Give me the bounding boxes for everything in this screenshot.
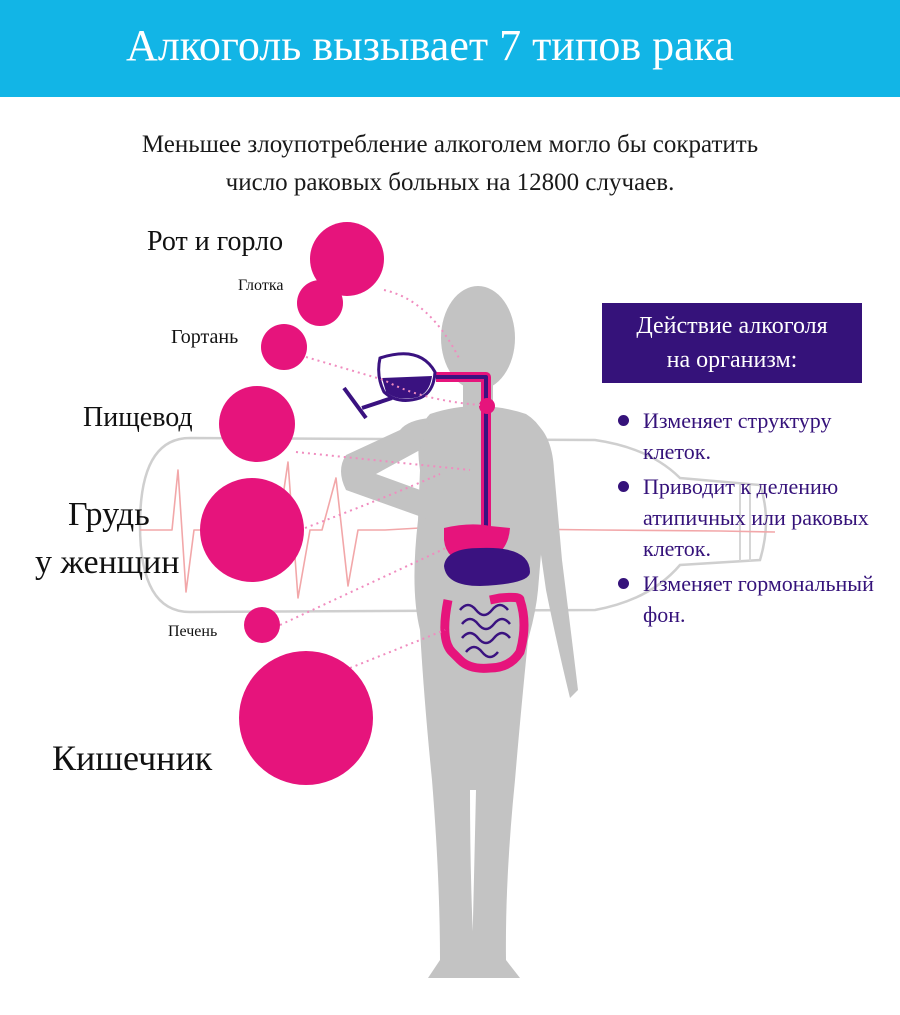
label-breast-line2: у женщин xyxy=(35,544,180,581)
wine-glass-foot xyxy=(344,388,366,418)
effect-item xyxy=(616,405,900,467)
circle-larynx xyxy=(261,324,307,370)
effect-item xyxy=(616,471,900,564)
label-liver: Печень xyxy=(168,623,218,640)
effect-2-line2: атипичных или раковых xyxy=(643,505,869,530)
effect-3-line2: фон. xyxy=(643,602,686,627)
effects-box-title-line2: на организм: xyxy=(666,347,798,373)
circle-liver xyxy=(244,607,280,643)
label-mouth: Рот и горло xyxy=(147,226,284,257)
larynx-marker xyxy=(479,398,495,414)
bullet-icon xyxy=(618,415,629,426)
effect-2-line3: клеток. xyxy=(643,536,711,561)
bullet-icon xyxy=(618,578,629,589)
page-title: Алкоголь вызывает 7 типов рака xyxy=(126,21,734,70)
subtitle-line-2: число раковых больных на 12800 случаев. xyxy=(225,169,675,196)
circle-pharynx xyxy=(297,280,343,326)
effects-list xyxy=(616,405,900,634)
bullet-icon xyxy=(618,481,629,492)
label-pharynx: Глотка xyxy=(238,277,284,294)
circle-bowel xyxy=(239,651,373,785)
label-breast-line1: Грудь xyxy=(68,496,150,533)
effects-box xyxy=(602,303,862,383)
effect-3-line1: Изменяет гормональный xyxy=(643,571,874,596)
body-silhouette xyxy=(341,286,578,978)
effect-1-line2: клеток. xyxy=(643,439,711,464)
effect-item xyxy=(616,568,900,630)
effects-box-title-line1: Действие алкоголя xyxy=(636,313,828,339)
label-bowel: Кишечник xyxy=(52,738,213,778)
label-larynx: Гортань xyxy=(171,326,239,348)
circle-esophagus xyxy=(219,386,295,462)
effect-2-line1: Приводит к делению xyxy=(643,474,839,499)
subtitle-line-1: Меньшее злоупотребление алкоголем могло бы сократить xyxy=(141,131,759,158)
wine-glass-stem xyxy=(362,398,392,408)
circle-breast xyxy=(200,478,304,582)
effect-1-line1: Изменяет структуру xyxy=(643,408,832,433)
stomach-organ xyxy=(444,548,530,586)
label-esophagus: Пищевод xyxy=(83,402,193,433)
